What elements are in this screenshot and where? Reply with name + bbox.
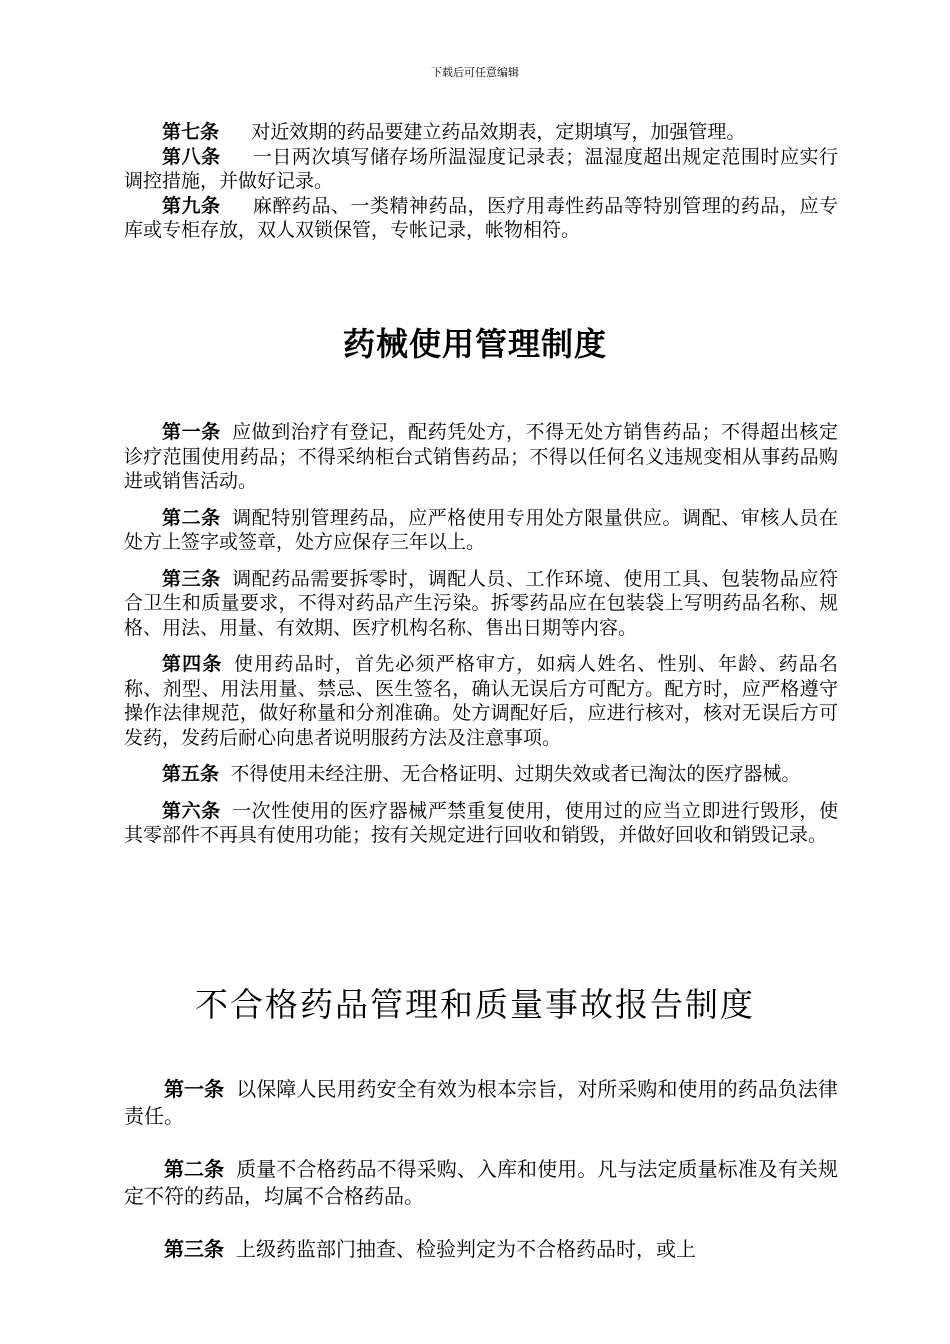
article-text: 应做到治疗有登记，配药凭处方，不得无处方销售药品；不得超出核定诊疗范围使用药品；不得采纳柜台式销售药品；不得以任何名义违规变相从事药品购进或销售活动。: [124, 421, 838, 492]
article-label: 第八条: [162, 145, 221, 168]
article-label: 第七条: [162, 121, 220, 143]
article-7: [124, 120, 838, 145]
article-label: 第九条: [162, 194, 221, 217]
article-3: [124, 1236, 838, 1263]
article-text: 上级药监部门抽查、检验判定为不合格药品时，或上: [236, 1237, 696, 1261]
article-4: [124, 652, 838, 750]
article-text: 使用药品时，首先必须严格审方，如病人姓名、性别、年龄、药品名称、剂型、用法用量、禁忌、医生签名，确认无误后方可配方。配方时，应严格遵守操作法律规范，做好称量和分剂准确。处方调配好后，应进行核对，核对无误后方可发药，发药后耐心向患者说明服药方法及注意事项。: [124, 653, 838, 749]
article-label: 第四条: [162, 653, 223, 675]
section-title: 不合格药品管理和质量事故报告制度: [195, 985, 755, 1024]
article-text: 一日两次填写储存场所温湿度记录表；温湿度超出规定范围时应实行调控措施，并做好记录。: [124, 145, 838, 192]
article-label: 第一条: [164, 1077, 225, 1101]
article-label: 第二条: [162, 506, 221, 529]
page-header: 下载后可任意编辑: [431, 66, 519, 79]
article-text: 质量不合格药品不得采购、入库和使用。凡与法定质量标准及有关规定不符的药品，均属不合格药品。: [124, 1157, 838, 1208]
section-title: 药械使用管理制度: [342, 325, 607, 363]
article-label: 第五条: [162, 763, 220, 785]
article-text: 以保障人民用药安全有效为根本宗旨，对所采购和使用的药品负法律责任。: [124, 1077, 838, 1128]
article-label: 第二条: [164, 1157, 225, 1181]
article-text: 对近效期的药品要建立药品效期表，定期填写，加强管理。: [251, 121, 746, 143]
article-text: 一次性使用的医疗器械严禁重复使用，使用过的应当立即进行毁形，使其零部件不再具有使用功能；按有关规定进行回收和销毁，并做好回收和销毁记录。: [124, 799, 838, 846]
article-label: 第六条: [162, 799, 221, 822]
article-1: [124, 1076, 838, 1130]
article-5: [124, 762, 838, 787]
section-body: [124, 1076, 838, 1263]
article-text: 不得使用未经注册、无合格证明、过期失效或者已淘汰的医疗器械。: [230, 763, 801, 785]
article-label: 第三条: [162, 567, 221, 590]
article-text: 调配药品需要拆零时，调配人员、工作环境、使用工具、包装物品应符合卫生和质量要求，不得对药品产生污染。拆零药品应在包装袋上写明药品名称、规格、用法、用量、有效期、医疗机构名称、售出日期等内容。: [124, 567, 838, 639]
article-text: 麻醉药品、一类精神药品，医疗用毒性药品等特别管理的药品，应专库或专柜存放，双人双锁保管，专帐记录，帐物相符。: [124, 194, 838, 241]
continued-articles: [124, 120, 838, 243]
article-2: [124, 1156, 838, 1210]
article-text: 调配特别管理药品，应严格使用专用处方限量供应。调配、审核人员在处方上签字或签章，处方应保存三年以上。: [124, 506, 838, 553]
section-body: [124, 420, 838, 848]
article-3: [124, 567, 838, 641]
article-label: 第一条: [162, 421, 221, 443]
article-2: [124, 506, 838, 555]
article-label: 第三条: [164, 1237, 224, 1261]
article-9: [124, 194, 838, 243]
article-8: [124, 145, 838, 194]
article-6: [124, 799, 838, 848]
article-1: [124, 420, 838, 494]
